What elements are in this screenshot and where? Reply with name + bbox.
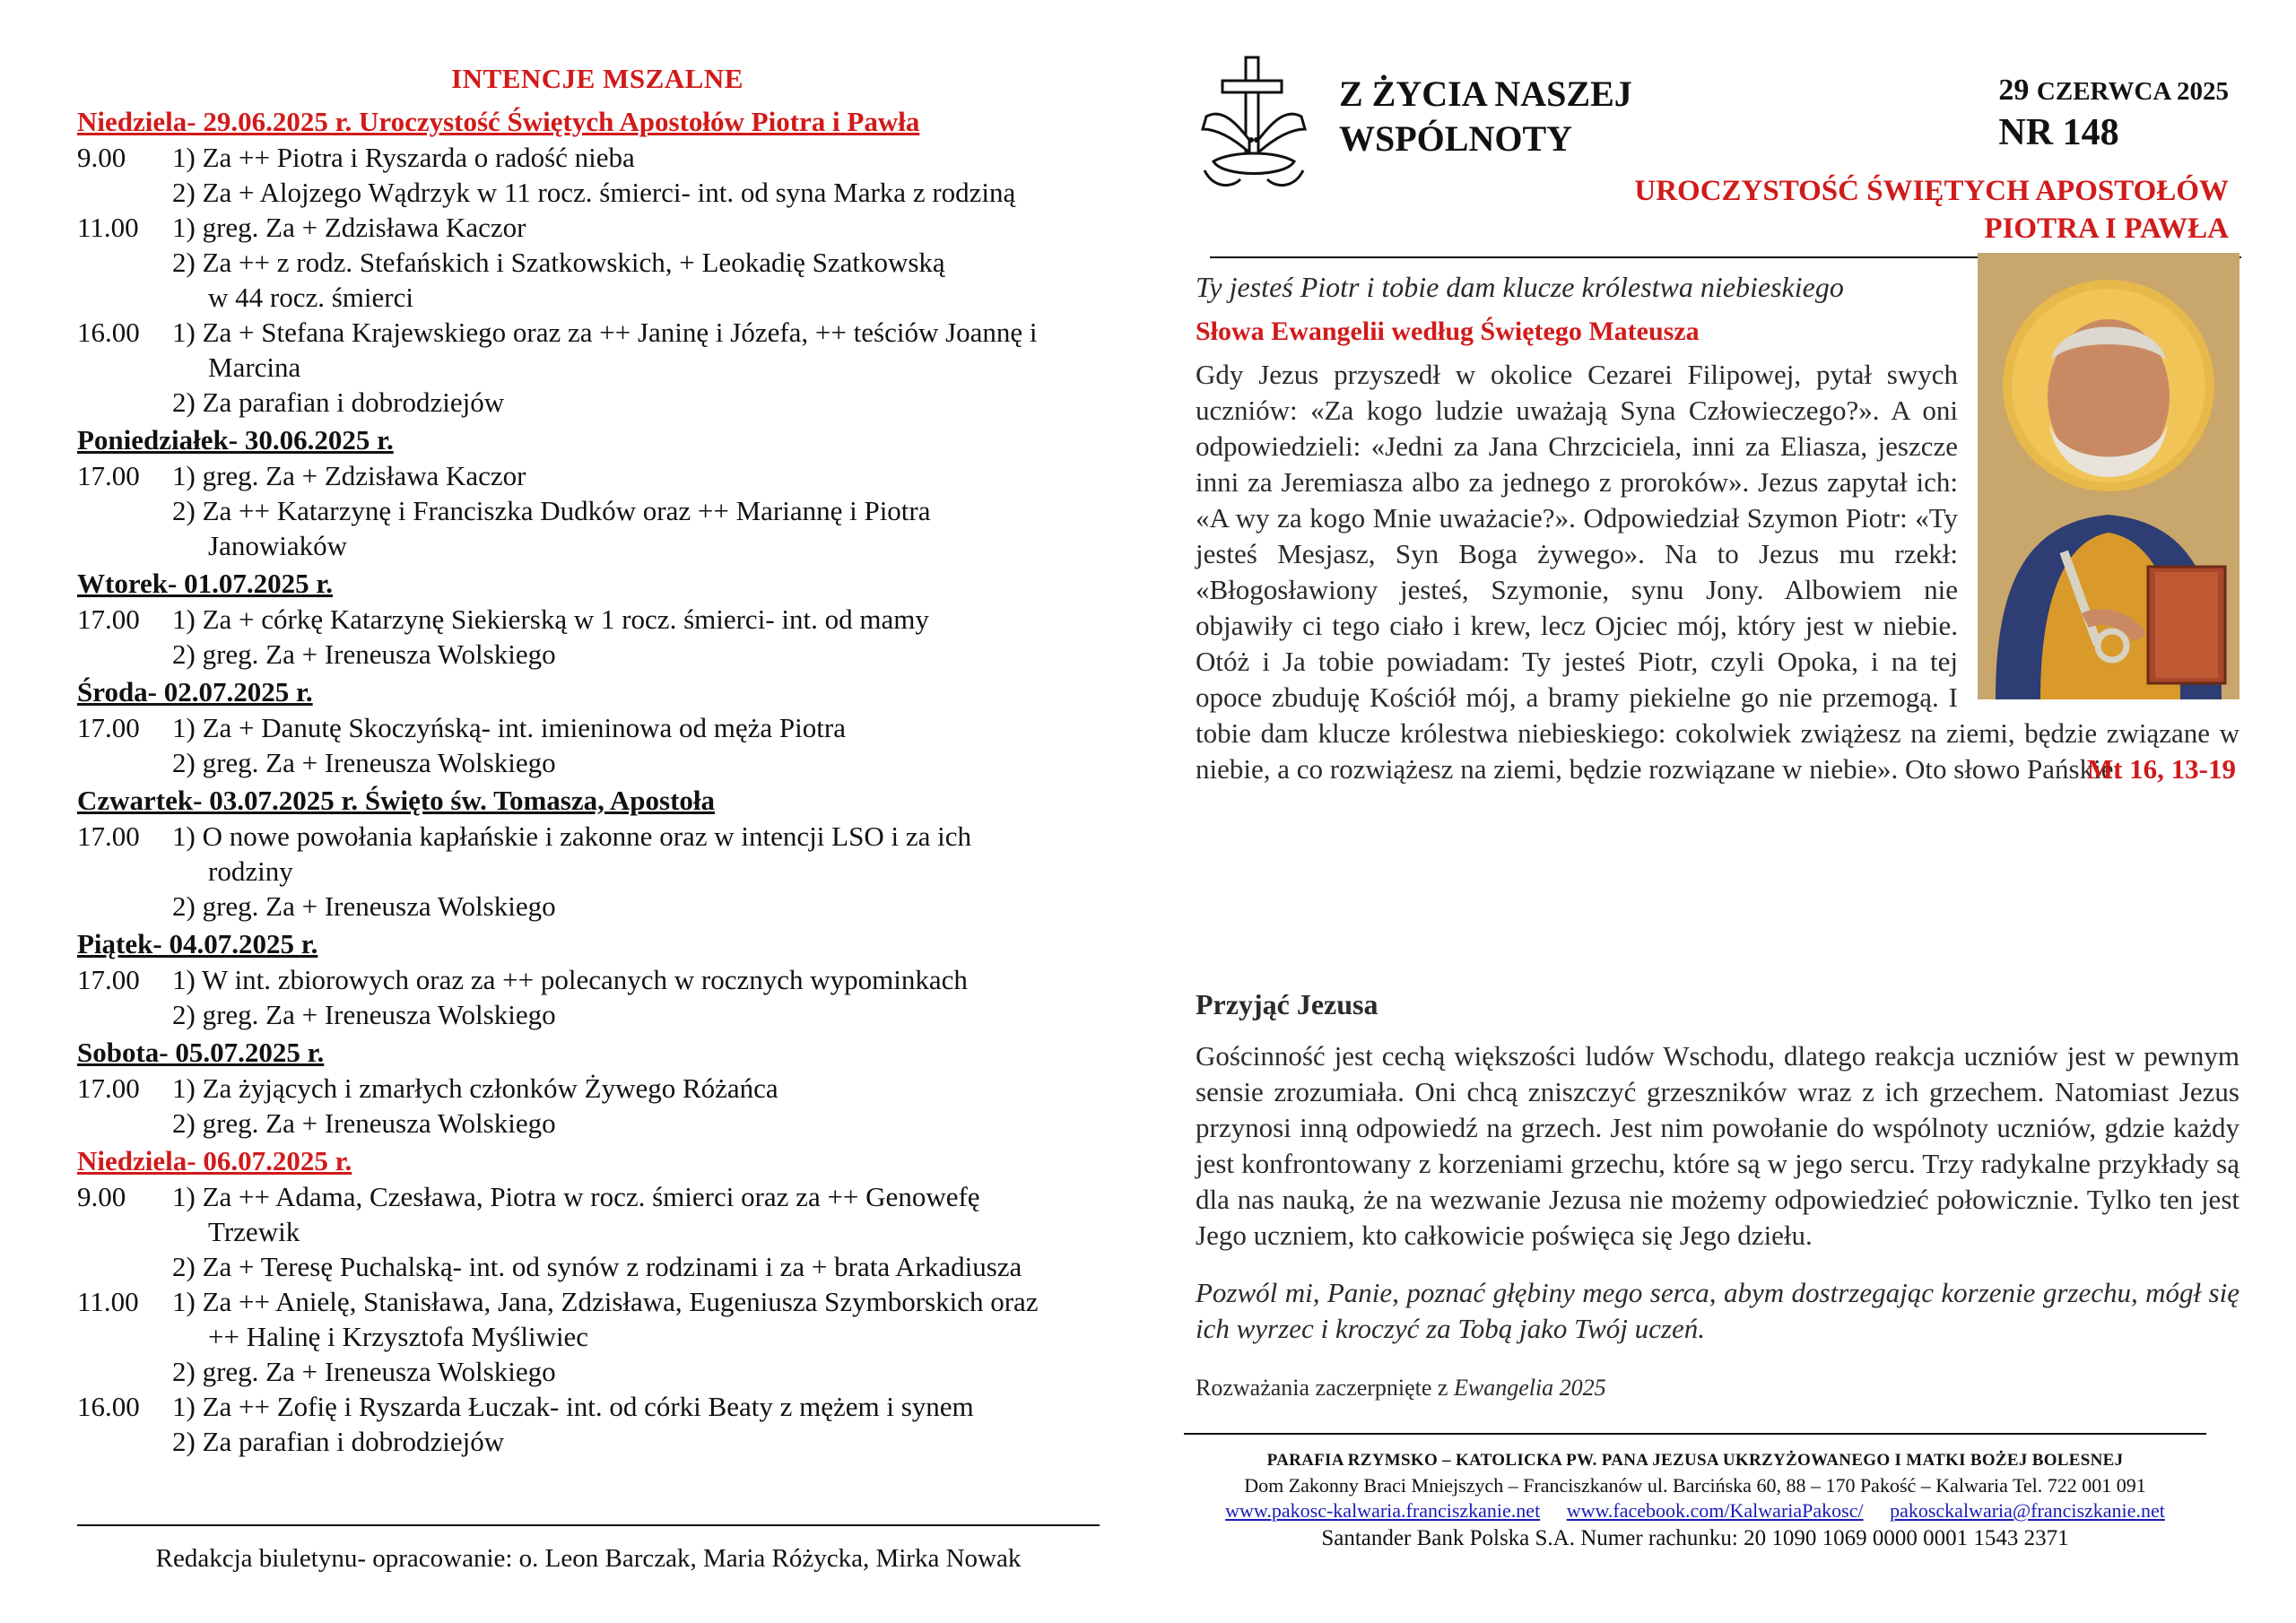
mass-time: 17.00 <box>77 460 140 491</box>
intention-text: 1) Za + Stefana Krajewskiego oraz za ++ Janinę i Józefa, ++ teściów Joannę i <box>172 317 1038 348</box>
intention-list <box>172 140 1118 210</box>
intention-list <box>172 1389 1118 1459</box>
mass-time: 9.00 <box>77 1181 126 1212</box>
mass-time-row <box>77 210 1118 315</box>
intentions-list <box>77 104 1118 1459</box>
gospel-section <box>1196 269 2239 787</box>
gospel-quote-title: Ty jesteś Piotr i tobie dam klucze królestwa niebieskiego <box>1196 271 1844 303</box>
day-heading: Środa- 02.07.2025 r. <box>77 676 313 707</box>
mass-time: 17.00 <box>77 603 140 635</box>
reflection-prayer: Pozwól mi, Panie, poznać głębiny mego serca, abym dostrzegając korzenie grzechu, mógł się ich wyrzec i kroczyć za Tobą jako Twój uczeń. <box>1196 1277 2239 1344</box>
mass-time: 17.00 <box>77 1072 140 1104</box>
intention-text: 1) Za ++ Zofię i Ryszarda Łuczak- int. od córki Beaty z mężem i synem <box>172 1391 974 1422</box>
intention-continuation: Marcina <box>208 352 301 383</box>
mass-time-row <box>77 315 1118 420</box>
email-link[interactable]: pakosckalwaria@franciszkanie.net <box>1890 1499 2165 1522</box>
mass-time-row <box>77 140 1118 210</box>
intention-text: 2) greg. Za + Ireneusza Wolskiego <box>172 1356 556 1387</box>
mass-time: 16.00 <box>77 1391 140 1422</box>
intention-text: 1) Za + Danutę Skoczyńską- int. imieninowa od męża Piotra <box>172 712 846 743</box>
issue-number: NR 148 <box>1998 112 2119 153</box>
publication-title-line2: WSPÓLNOTY <box>1339 118 1573 159</box>
mass-time: 11.00 <box>77 212 139 243</box>
reflection-section <box>1196 986 2239 1406</box>
intention-item <box>172 997 1118 1032</box>
issue-date-day: 29 <box>1998 74 2030 107</box>
bulletin-column <box>1196 54 2239 1401</box>
mass-time: 16.00 <box>77 317 140 348</box>
intention-list <box>172 1284 1118 1389</box>
issue-info <box>1998 74 2229 154</box>
intention-continuation: rodziny <box>208 855 293 887</box>
intention-text: 2) greg. Za + Ireneusza Wolskiego <box>172 999 556 1030</box>
intention-text: 2) Za + Teresę Puchalską- int. od synów z rodzinami i za + brata Arkadiusza <box>172 1251 1022 1282</box>
intention-item <box>172 245 1118 315</box>
intention-item <box>172 175 1118 210</box>
intention-list <box>172 210 1118 315</box>
intention-list <box>172 710 1118 780</box>
intention-list <box>172 1071 1118 1141</box>
issue-date <box>1998 74 2229 108</box>
parish-links <box>1184 1499 2206 1523</box>
mass-time: 17.00 <box>77 820 140 852</box>
publication-title <box>1339 72 1632 161</box>
intention-list <box>172 602 1118 672</box>
intention-item <box>172 458 1118 493</box>
mass-time-row <box>77 602 1118 672</box>
parish-divider <box>1184 1433 2206 1435</box>
intention-item <box>172 1249 1118 1284</box>
reflection-credit-prefix: Rozważania zaczerpnięte z <box>1196 1375 1454 1401</box>
gospel-reference: Mt 16, 13-19 <box>2086 753 2236 785</box>
intention-text: 2) Za ++ Katarzynę i Franciszka Dudków oraz ++ Mariannę i Piotra <box>172 495 931 526</box>
intention-text: 1) W int. zbiorowych oraz za ++ polecanych w rocznych wypominkach <box>172 964 968 995</box>
intention-text: 2) greg. Za + Ireneusza Wolskiego <box>172 1107 556 1139</box>
mass-time: 9.00 <box>77 142 126 173</box>
intention-item <box>172 745 1118 780</box>
mass-time-row <box>77 1284 1118 1389</box>
mass-time: 17.00 <box>77 964 140 995</box>
mass-time-row <box>77 819 1118 924</box>
intention-list <box>172 1179 1118 1284</box>
reflection-credit <box>1196 1370 2239 1406</box>
intention-item <box>172 1424 1118 1459</box>
mass-intentions-heading: INTENCJE MSZALNE <box>451 63 744 94</box>
issue-date-month: CZERWCA 2025 <box>2036 77 2229 106</box>
reflection-credit-source: Ewangelia 2025 <box>1453 1375 1606 1401</box>
intention-item <box>172 1106 1118 1141</box>
parish-name: PARAFIA RZYMSKO – KATOLICKA PW. PANA JEZUSA UKRZYŻOWANEGO I MATKI BOŻEJ BOLESNEJ <box>1266 1451 2124 1470</box>
intention-item <box>172 1354 1118 1389</box>
intention-list <box>172 315 1118 420</box>
day-heading: Niedziela- 06.07.2025 r. <box>77 1145 352 1176</box>
mass-time-row <box>77 458 1118 563</box>
intention-item <box>172 889 1118 924</box>
intention-list <box>172 962 1118 1032</box>
intention-continuation: w 44 rocz. śmierci <box>208 282 413 313</box>
intention-text: 1) Za ++ Anielę, Stanisława, Jana, Zdzisława, Eugeniusza Szymborskich oraz <box>172 1286 1039 1317</box>
day-heading: Niedziela- 29.06.2025 r. Uroczystość Świętych Apostołów Piotra i Pawła <box>77 106 920 137</box>
intention-text: 2) greg. Za + Ireneusza Wolskiego <box>172 747 556 778</box>
parish-address: Dom Zakonny Braci Mniejszych – Franciszkanów ul. Barcińska 60, 88 – 170 Pakość – Kalwaria Tel. 722 001 091 <box>1244 1474 2146 1497</box>
intention-item <box>172 315 1118 385</box>
intention-text: 1) Za ++ Adama, Czesława, Piotra w rocz. śmierci oraz za ++ Genowefę <box>172 1181 980 1212</box>
intention-item <box>172 1284 1118 1354</box>
parish-info <box>1184 1451 2206 1551</box>
intention-text: 2) greg. Za + Ireneusza Wolskiego <box>172 890 556 922</box>
intention-text: 2) greg. Za + Ireneusza Wolskiego <box>172 638 556 670</box>
feast-title-line1: UROCZYSTOŚĆ ŚWIĘTYCH APOSTOŁÓW <box>1634 175 2229 207</box>
intention-text: 1) O nowe powołania kapłańskie i zakonne oraz w intencji LSO i za ich <box>172 820 971 852</box>
intention-text: 2) Za ++ z rodz. Stefańskich i Szatkowskich, + Leokadię Szatkowską <box>172 247 945 278</box>
day-heading: Sobota- 05.07.2025 r. <box>77 1037 325 1068</box>
mass-time-row <box>77 710 1118 780</box>
intention-item <box>172 1389 1118 1424</box>
mass-time: 11.00 <box>77 1286 139 1317</box>
day-heading: Wtorek- 01.07.2025 r. <box>77 568 334 599</box>
intention-text: 1) greg. Za + Zdzisława Kaczor <box>172 460 526 491</box>
intention-text: 2) Za + Alojzego Wądrzyk w 11 rocz. śmierci- int. od syna Marka z rodziną <box>172 177 1016 208</box>
facebook-link[interactable]: www.facebook.com/KalwariaPakosc/ <box>1566 1499 1864 1522</box>
intention-item <box>172 1071 1118 1106</box>
intention-continuation: Janowiaków <box>208 530 347 561</box>
intention-item <box>172 493 1118 563</box>
intention-text: 1) Za + córkę Katarzynę Siekierską w 1 rocz. śmierci- int. od mamy <box>172 603 929 635</box>
intention-item <box>172 602 1118 637</box>
intention-item <box>172 210 1118 245</box>
mass-time-row <box>77 962 1118 1032</box>
mass-intentions-column <box>77 63 1118 1459</box>
mass-time-row <box>77 1071 1118 1141</box>
intention-item <box>172 962 1118 997</box>
reflection-text: Gościnność jest cechą większości ludów Wschodu, dlatego reakcja uczniów jest w pewnym sensie zrozumiała. Oni chcą zniszczyć grzeszników wraz z ich grzechem. Natomiast Jezus przynosi inną odpowiedź na grzech. Jest nim powołanie do wspólnoty uczniów, gdzie każdy jest konfrontowany z korzeniami grzechu, które są w jego sercu. Trzy radykalne przykłady są dla nas nauką, że na wezwanie Jezusa nie możemy odpowiedzieć połowicznie. Tylko ten jest Jego uczniem, kto całkowicie poświęca się Jego dziełu. <box>1196 1040 2239 1251</box>
intention-item <box>172 140 1118 175</box>
editorial-credit: Redakcja biuletynu- opracowanie: o. Leon Barczak, Maria Różycka, Mirka Nowak <box>155 1544 1022 1573</box>
intention-list <box>172 458 1118 563</box>
intention-item <box>172 385 1118 420</box>
gospel-text: Gdy Jezus przyszedł w okolice Cezarei Filipowej, pytał swych uczniów: «Za kogo ludzie uważają Syna Człowieczego?». A oni odpowiedzieli: «Jedni za Jana Chrzciciela, inni za Eliasza, jeszcze inni za Jeremiasza albo za jednego z proroków». Jezus zapytał ich: «A wy za kogo Mnie uważacie?». Odpowiedział Szymon Piotr: «Ty jesteś Mesjasz, Syn Boga żywego». Na to Jezus mu rzekł: «Błogosławiony jesteś, Szymonie, synu Jony. Albowiem nie objawiły ci tego ciało i krew, lecz Ojciec mój, który jest w niebie. Otóż i Ja tobie powiadam: Ty jesteś Piotr, czyli Opoka, i na tej opoce zbuduję Kościół mój, a bramy piekielne go nie przemogą. I tobie dam klucze królestwa niebieskiego: cokolwiek zwiążesz na ziemi, będzie związane w niebie, a co rozwiążesz na ziemi, będzie rozwiązane w niebie». Oto słowo Pańskie. <box>1196 359 2239 785</box>
intention-text: 2) Za parafian i dobrodziejów <box>172 386 505 418</box>
mass-time: 17.00 <box>77 712 140 743</box>
franciscan-logo-icon <box>1196 54 1312 197</box>
intention-text: 1) Za żyjących i zmarłych członków Żywego Różańca <box>172 1072 778 1104</box>
intention-text: 2) Za parafian i dobrodziejów <box>172 1426 505 1457</box>
reflection-title: Przyjąć Jezusa <box>1196 988 1378 1020</box>
day-heading: Czwartek- 03.07.2025 r. Święto św. Tomasza, Apostoła <box>77 785 716 816</box>
intention-continuation: Trzewik <box>208 1216 300 1247</box>
feast-title-line2: PIOTRA I PAWŁA <box>1984 213 2229 245</box>
feast-title <box>1634 172 2229 247</box>
intention-item <box>172 637 1118 672</box>
intention-continuation: ++ Halinę i Krzysztofa Myśliwiec <box>208 1321 589 1352</box>
intention-item <box>172 1179 1118 1249</box>
intention-item <box>172 819 1118 889</box>
bank-account: Santander Bank Polska S.A. Numer rachunku: 20 1090 1069 0000 0001 1543 2371 <box>1321 1526 2069 1550</box>
website-link[interactable]: www.pakosc-kalwaria.franciszkanie.net <box>1225 1499 1541 1522</box>
intention-text: 1) Za ++ Piotra i Ryszarda o radość nieba <box>172 142 635 173</box>
day-heading: Piątek- 04.07.2025 r. <box>77 928 318 959</box>
intention-item <box>172 710 1118 745</box>
mass-time-row <box>77 1389 1118 1459</box>
mass-time-row <box>77 1179 1118 1284</box>
left-divider <box>77 1524 1100 1526</box>
intention-list <box>172 819 1118 924</box>
saint-peter-icon <box>1978 253 2239 699</box>
day-heading: Poniedziałek- 30.06.2025 r. <box>77 424 394 456</box>
intention-text: 1) greg. Za + Zdzisława Kaczor <box>172 212 526 243</box>
gospel-source: Słowa Ewangelii według Świętego Mateusza <box>1196 317 1700 346</box>
masthead <box>1196 54 2239 251</box>
publication-title-line1: Z ŻYCIA NASZEJ <box>1339 74 1632 114</box>
